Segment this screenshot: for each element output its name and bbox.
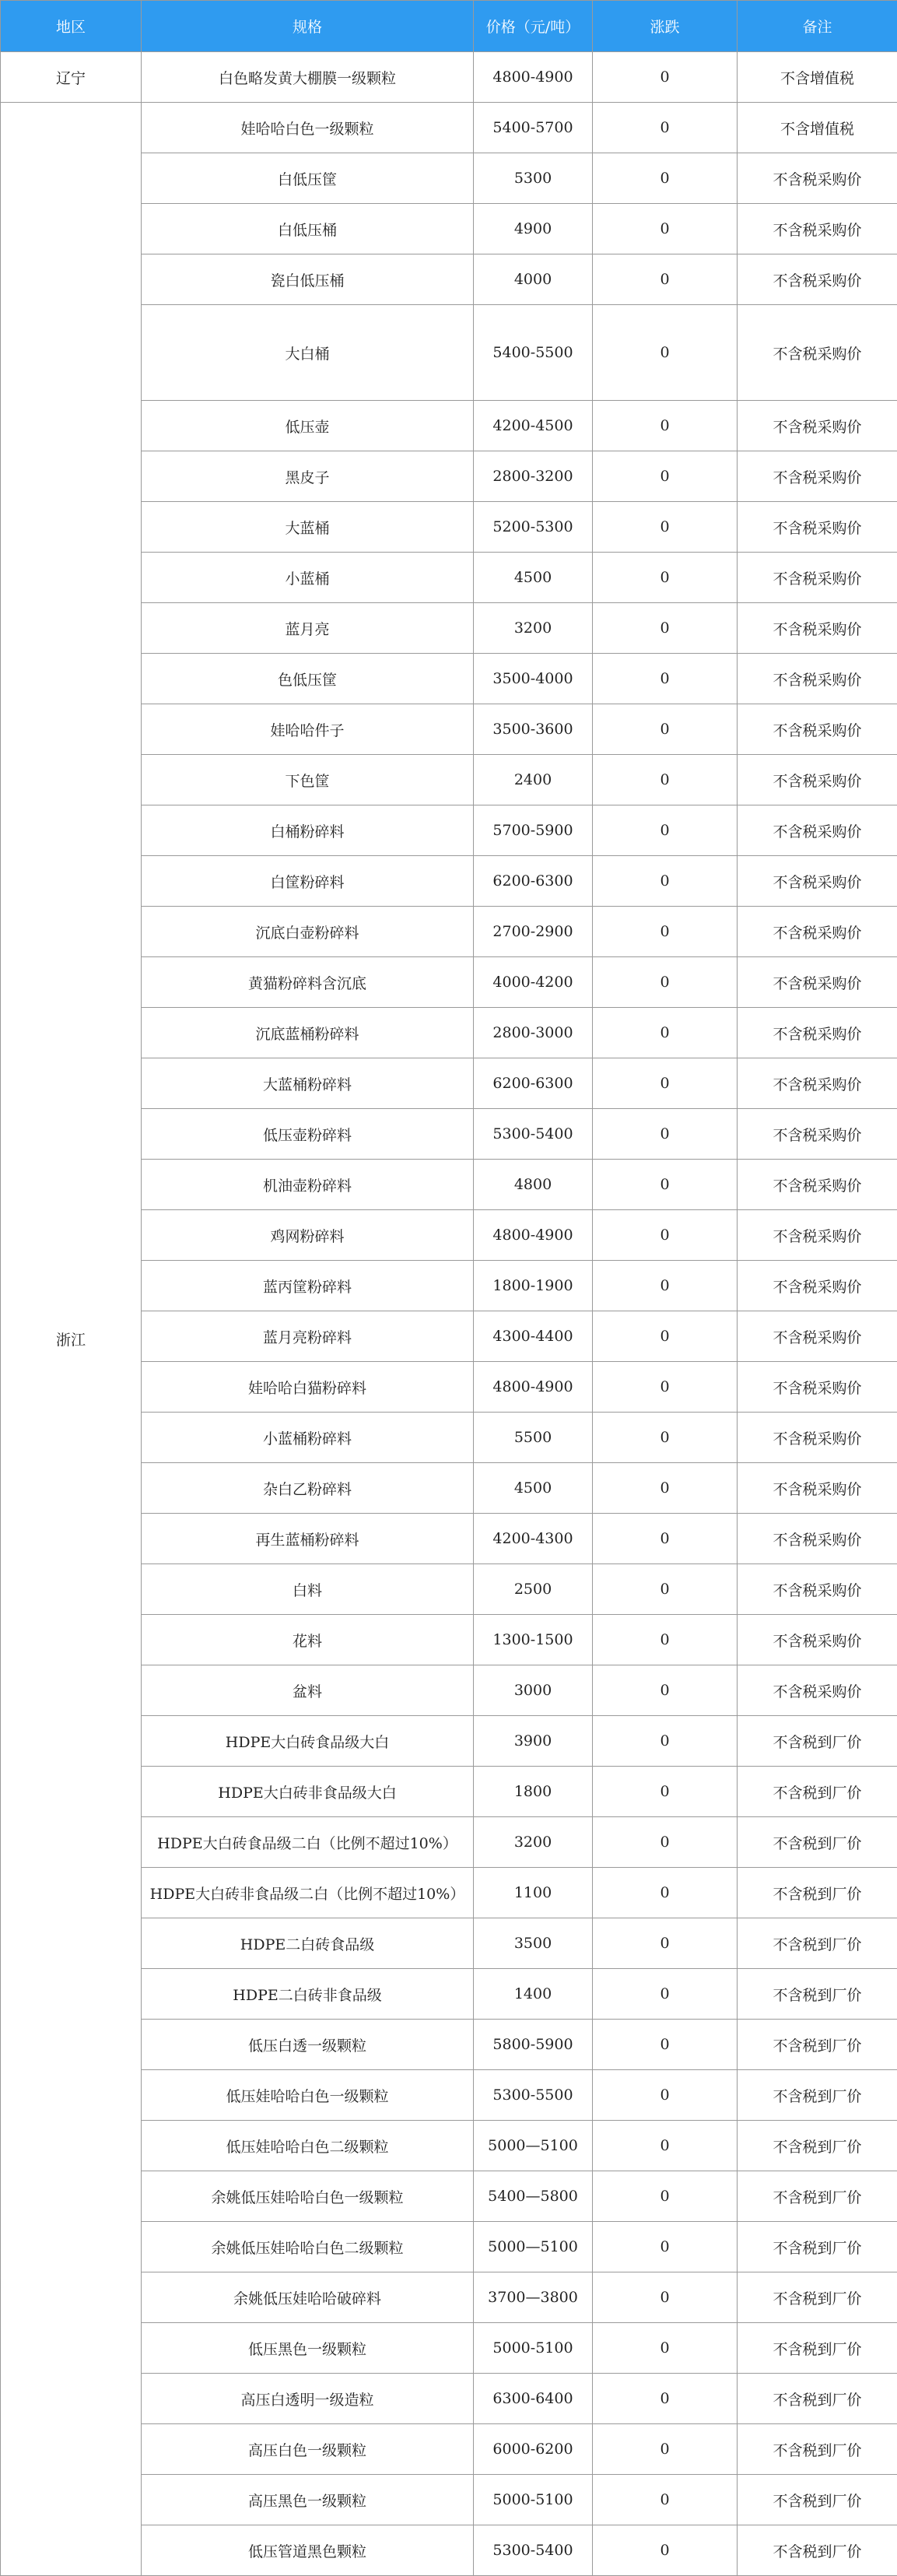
cell-spec: HDPE大白砖非食品级大白: [142, 1767, 474, 1817]
cell-change: 0: [593, 1767, 738, 1817]
cell-change: 0: [593, 2272, 738, 2323]
cell-price: 1400: [474, 1969, 593, 2020]
cell-note: 不含税采购价: [738, 1261, 897, 1311]
cell-price: 5200-5300: [474, 502, 593, 553]
cell-change: 0: [593, 1109, 738, 1160]
cell-change: 0: [593, 2475, 738, 2525]
cell-note: 不含税采购价: [738, 1564, 897, 1615]
cell-spec: 白色略发黄大棚膜一级颗粒: [142, 52, 474, 103]
cell-change: 0: [593, 502, 738, 553]
cell-note: 不含税采购价: [738, 1160, 897, 1210]
cell-spec: HDPE大白砖非食品级二白（比例不超过10%）: [142, 1868, 474, 1918]
cell-change: 0: [593, 1716, 738, 1767]
cell-change: 0: [593, 553, 738, 603]
cell-price: 4900: [474, 204, 593, 254]
cell-note: 不含税采购价: [738, 856, 897, 907]
cell-note: 不含税采购价: [738, 654, 897, 704]
cell-price: 2800-3000: [474, 1008, 593, 1058]
cell-change: 0: [593, 1413, 738, 1463]
cell-spec: 低压管道黑色颗粒: [142, 2525, 474, 2576]
cell-change: 0: [593, 401, 738, 451]
cell-note: 不含税采购价: [738, 254, 897, 305]
cell-note: 不含税采购价: [738, 502, 897, 553]
cell-change: 0: [593, 2323, 738, 2374]
cell-price: 4000: [474, 254, 593, 305]
cell-price: 3700—3800: [474, 2272, 593, 2323]
cell-price: 3200: [474, 1817, 593, 1868]
header-row: [1, 1, 897, 52]
cell-spec: 黄猫粉碎料含沉底: [142, 957, 474, 1008]
cell-price: 4500: [474, 1463, 593, 1514]
cell-spec: 大蓝桶: [142, 502, 474, 553]
cell-spec: 低压白透一级颗粒: [142, 2020, 474, 2070]
cell-note: 不含税到厂价: [738, 1868, 897, 1918]
cell-spec: 低压壶粉碎料: [142, 1109, 474, 1160]
cell-price: 4800-4900: [474, 1210, 593, 1261]
cell-note: 不含税采购价: [738, 957, 897, 1008]
cell-note: 不含税到厂价: [738, 2070, 897, 2121]
cell-change: 0: [593, 451, 738, 502]
cell-price: 6200-6300: [474, 856, 593, 907]
cell-price: 4200-4500: [474, 401, 593, 451]
cell-price: 1100: [474, 1868, 593, 1918]
cell-price: 3200: [474, 603, 593, 654]
cell-price: 6200-6300: [474, 1058, 593, 1109]
cell-note: 不含税到厂价: [738, 2323, 897, 2374]
cell-spec: 花料: [142, 1615, 474, 1665]
cell-change: 0: [593, 2121, 738, 2171]
cell-spec: 娃哈哈白色一级颗粒: [142, 103, 474, 153]
header-spec: 规格: [142, 1, 474, 52]
cell-change: 0: [593, 1362, 738, 1413]
cell-price: 5300-5400: [474, 1109, 593, 1160]
cell-change: 0: [593, 1817, 738, 1868]
cell-price: 5300-5500: [474, 2070, 593, 2121]
cell-change: 0: [593, 2424, 738, 2475]
cell-spec: 高压黑色一级颗粒: [142, 2475, 474, 2525]
cell-spec: HDPE大白砖食品级二白（比例不超过10%）: [142, 1817, 474, 1868]
cell-spec: 白桶粉碎料: [142, 805, 474, 856]
cell-note: 不含税到厂价: [738, 1767, 897, 1817]
cell-note: 不含税采购价: [738, 1413, 897, 1463]
cell-spec: 沉底白壶粉碎料: [142, 907, 474, 957]
cell-change: 0: [593, 755, 738, 805]
cell-spec: 低压娃哈哈白色一级颗粒: [142, 2070, 474, 2121]
cell-note: 不含增值税: [738, 52, 897, 103]
cell-change: 0: [593, 153, 738, 204]
cell-price: 4300-4400: [474, 1311, 593, 1362]
cell-note: 不含税采购价: [738, 1463, 897, 1514]
cell-price: 5000—5100: [474, 2222, 593, 2272]
cell-change: 0: [593, 2374, 738, 2424]
cell-note: 不含税采购价: [738, 1210, 897, 1261]
cell-price: 5000—5100: [474, 2121, 593, 2171]
cell-price: 5300: [474, 153, 593, 204]
cell-change: 0: [593, 2171, 738, 2222]
cell-spec: 色低压筐: [142, 654, 474, 704]
cell-change: 0: [593, 856, 738, 907]
cell-note: 不含税到厂价: [738, 2272, 897, 2323]
cell-note: 不含税到厂价: [738, 2424, 897, 2475]
cell-spec: 娃哈哈件子: [142, 704, 474, 755]
cell-change: 0: [593, 1261, 738, 1311]
cell-price: 6300-6400: [474, 2374, 593, 2424]
cell-spec: 下色筐: [142, 755, 474, 805]
cell-change: 0: [593, 805, 738, 856]
cell-change: 0: [593, 2222, 738, 2272]
cell-price: 4200-4300: [474, 1514, 593, 1564]
cell-note: 不含税采购价: [738, 805, 897, 856]
cell-region: 浙江: [1, 103, 142, 2576]
cell-change: 0: [593, 704, 738, 755]
cell-spec: 白筐粉碎料: [142, 856, 474, 907]
cell-price: 1800-1900: [474, 1261, 593, 1311]
cell-price: 2800-3200: [474, 451, 593, 502]
table-row: [1, 103, 897, 153]
cell-change: 0: [593, 957, 738, 1008]
cell-note: 不含税采购价: [738, 1311, 897, 1362]
cell-spec: 小蓝桶: [142, 553, 474, 603]
cell-note: 不含税到厂价: [738, 2171, 897, 2222]
cell-change: 0: [593, 2020, 738, 2070]
cell-spec: 白低压桶: [142, 204, 474, 254]
cell-note: 不含税到厂价: [738, 1817, 897, 1868]
cell-spec: 再生蓝桶粉碎料: [142, 1514, 474, 1564]
cell-spec: 机油壶粉碎料: [142, 1160, 474, 1210]
cell-spec: 盆料: [142, 1665, 474, 1716]
cell-change: 0: [593, 305, 738, 401]
cell-change: 0: [593, 1615, 738, 1665]
cell-note: 不含税采购价: [738, 305, 897, 401]
cell-change: 0: [593, 1514, 738, 1564]
cell-price: 3500-4000: [474, 654, 593, 704]
cell-change: 0: [593, 2070, 738, 2121]
cell-change: 0: [593, 103, 738, 153]
cell-price: 5700-5900: [474, 805, 593, 856]
cell-note: 不含税采购价: [738, 1514, 897, 1564]
cell-price: 6000-6200: [474, 2424, 593, 2475]
cell-note: 不含税采购价: [738, 451, 897, 502]
cell-spec: 蓝月亮: [142, 603, 474, 654]
cell-spec: 低压娃哈哈白色二级颗粒: [142, 2121, 474, 2171]
cell-price: 5300-5400: [474, 2525, 593, 2576]
cell-price: 3000: [474, 1665, 593, 1716]
cell-note: 不含税到厂价: [738, 2525, 897, 2576]
cell-spec: 低压壶: [142, 401, 474, 451]
cell-change: 0: [593, 1564, 738, 1615]
cell-change: 0: [593, 204, 738, 254]
cell-note: 不含税到厂价: [738, 1969, 897, 2020]
cell-change: 0: [593, 1058, 738, 1109]
cell-note: 不含税采购价: [738, 1109, 897, 1160]
cell-spec: 蓝月亮粉碎料: [142, 1311, 474, 1362]
cell-price: 2400: [474, 755, 593, 805]
cell-spec: 小蓝桶粉碎料: [142, 1413, 474, 1463]
cell-price: 3900: [474, 1716, 593, 1767]
cell-note: 不含税到厂价: [738, 2374, 897, 2424]
cell-spec: 鸡网粉碎料: [142, 1210, 474, 1261]
table-row: [1, 52, 897, 103]
cell-note: 不含税到厂价: [738, 2475, 897, 2525]
cell-change: 0: [593, 52, 738, 103]
cell-note: 不含税采购价: [738, 1665, 897, 1716]
cell-spec: 沉底蓝桶粉碎料: [142, 1008, 474, 1058]
cell-change: 0: [593, 1868, 738, 1918]
cell-change: 0: [593, 1918, 738, 1969]
cell-note: 不含税采购价: [738, 553, 897, 603]
cell-change: 0: [593, 1463, 738, 1514]
cell-note: 不含税采购价: [738, 1008, 897, 1058]
cell-spec: 娃哈哈白猫粉碎料: [142, 1362, 474, 1413]
cell-price: 5400-5700: [474, 103, 593, 153]
cell-price: 5400-5500: [474, 305, 593, 401]
cell-change: 0: [593, 1008, 738, 1058]
cell-note: 不含税采购价: [738, 204, 897, 254]
cell-price: 3500: [474, 1918, 593, 1969]
cell-change: 0: [593, 907, 738, 957]
cell-change: 0: [593, 1311, 738, 1362]
cell-price: 5000-5100: [474, 2323, 593, 2374]
cell-change: 0: [593, 603, 738, 654]
header-change: 涨跌: [593, 1, 738, 52]
cell-change: 0: [593, 1969, 738, 2020]
header-price: 价格（元/吨）: [474, 1, 593, 52]
table-body: [1, 52, 897, 2576]
cell-spec: 大白桶: [142, 305, 474, 401]
cell-note: 不含税采购价: [738, 1058, 897, 1109]
cell-spec: 低压黑色一级颗粒: [142, 2323, 474, 2374]
cell-change: 0: [593, 654, 738, 704]
cell-note: 不含增值税: [738, 103, 897, 153]
cell-spec: 余姚低压娃哈哈白色一级颗粒: [142, 2171, 474, 2222]
cell-price: 4500: [474, 553, 593, 603]
cell-note: 不含税到厂价: [738, 2121, 897, 2171]
cell-price: 1800: [474, 1767, 593, 1817]
cell-note: 不含税采购价: [738, 153, 897, 204]
cell-spec: 余姚低压娃哈哈白色二级颗粒: [142, 2222, 474, 2272]
cell-note: 不含税到厂价: [738, 2222, 897, 2272]
cell-spec: 大蓝桶粉碎料: [142, 1058, 474, 1109]
cell-spec: 瓷白低压桶: [142, 254, 474, 305]
cell-price: 3500-3600: [474, 704, 593, 755]
cell-price: 5800-5900: [474, 2020, 593, 2070]
cell-spec: 高压白透明一级造粒: [142, 2374, 474, 2424]
cell-price: 5400—5800: [474, 2171, 593, 2222]
cell-note: 不含税到厂价: [738, 1716, 897, 1767]
cell-price: 4000-4200: [474, 957, 593, 1008]
cell-change: 0: [593, 1665, 738, 1716]
cell-change: 0: [593, 2525, 738, 2576]
cell-price: 2700-2900: [474, 907, 593, 957]
cell-price: 4800: [474, 1160, 593, 1210]
cell-note: 不含税采购价: [738, 907, 897, 957]
cell-spec: 余姚低压娃哈哈破碎料: [142, 2272, 474, 2323]
cell-region: 辽宁: [1, 52, 142, 103]
cell-price: 4800-4900: [474, 52, 593, 103]
cell-note: 不含税采购价: [738, 1615, 897, 1665]
cell-price: 2500: [474, 1564, 593, 1615]
cell-change: 0: [593, 1160, 738, 1210]
cell-price: 1300-1500: [474, 1615, 593, 1665]
header-note: 备注: [738, 1, 897, 52]
cell-note: 不含税到厂价: [738, 1918, 897, 1969]
cell-note: 不含税采购价: [738, 755, 897, 805]
cell-spec: 高压白色一级颗粒: [142, 2424, 474, 2475]
cell-price: 5000-5100: [474, 2475, 593, 2525]
cell-spec: 杂白乙粉碎料: [142, 1463, 474, 1514]
cell-spec: 黑皮子: [142, 451, 474, 502]
cell-change: 0: [593, 1210, 738, 1261]
cell-change: 0: [593, 254, 738, 305]
cell-note: 不含税采购价: [738, 401, 897, 451]
header-region: 地区: [1, 1, 142, 52]
cell-note: 不含税采购价: [738, 603, 897, 654]
cell-spec: HDPE大白砖食品级大白: [142, 1716, 474, 1767]
cell-price: 5500: [474, 1413, 593, 1463]
cell-spec: 白低压筐: [142, 153, 474, 204]
cell-note: 不含税采购价: [738, 704, 897, 755]
cell-note: 不含税到厂价: [738, 2020, 897, 2070]
cell-spec: 蓝丙筐粉碎料: [142, 1261, 474, 1311]
cell-price: 4800-4900: [474, 1362, 593, 1413]
cell-spec: 白料: [142, 1564, 474, 1615]
cell-spec: HDPE二白砖食品级: [142, 1918, 474, 1969]
cell-spec: HDPE二白砖非食品级: [142, 1969, 474, 2020]
cell-note: 不含税采购价: [738, 1362, 897, 1413]
